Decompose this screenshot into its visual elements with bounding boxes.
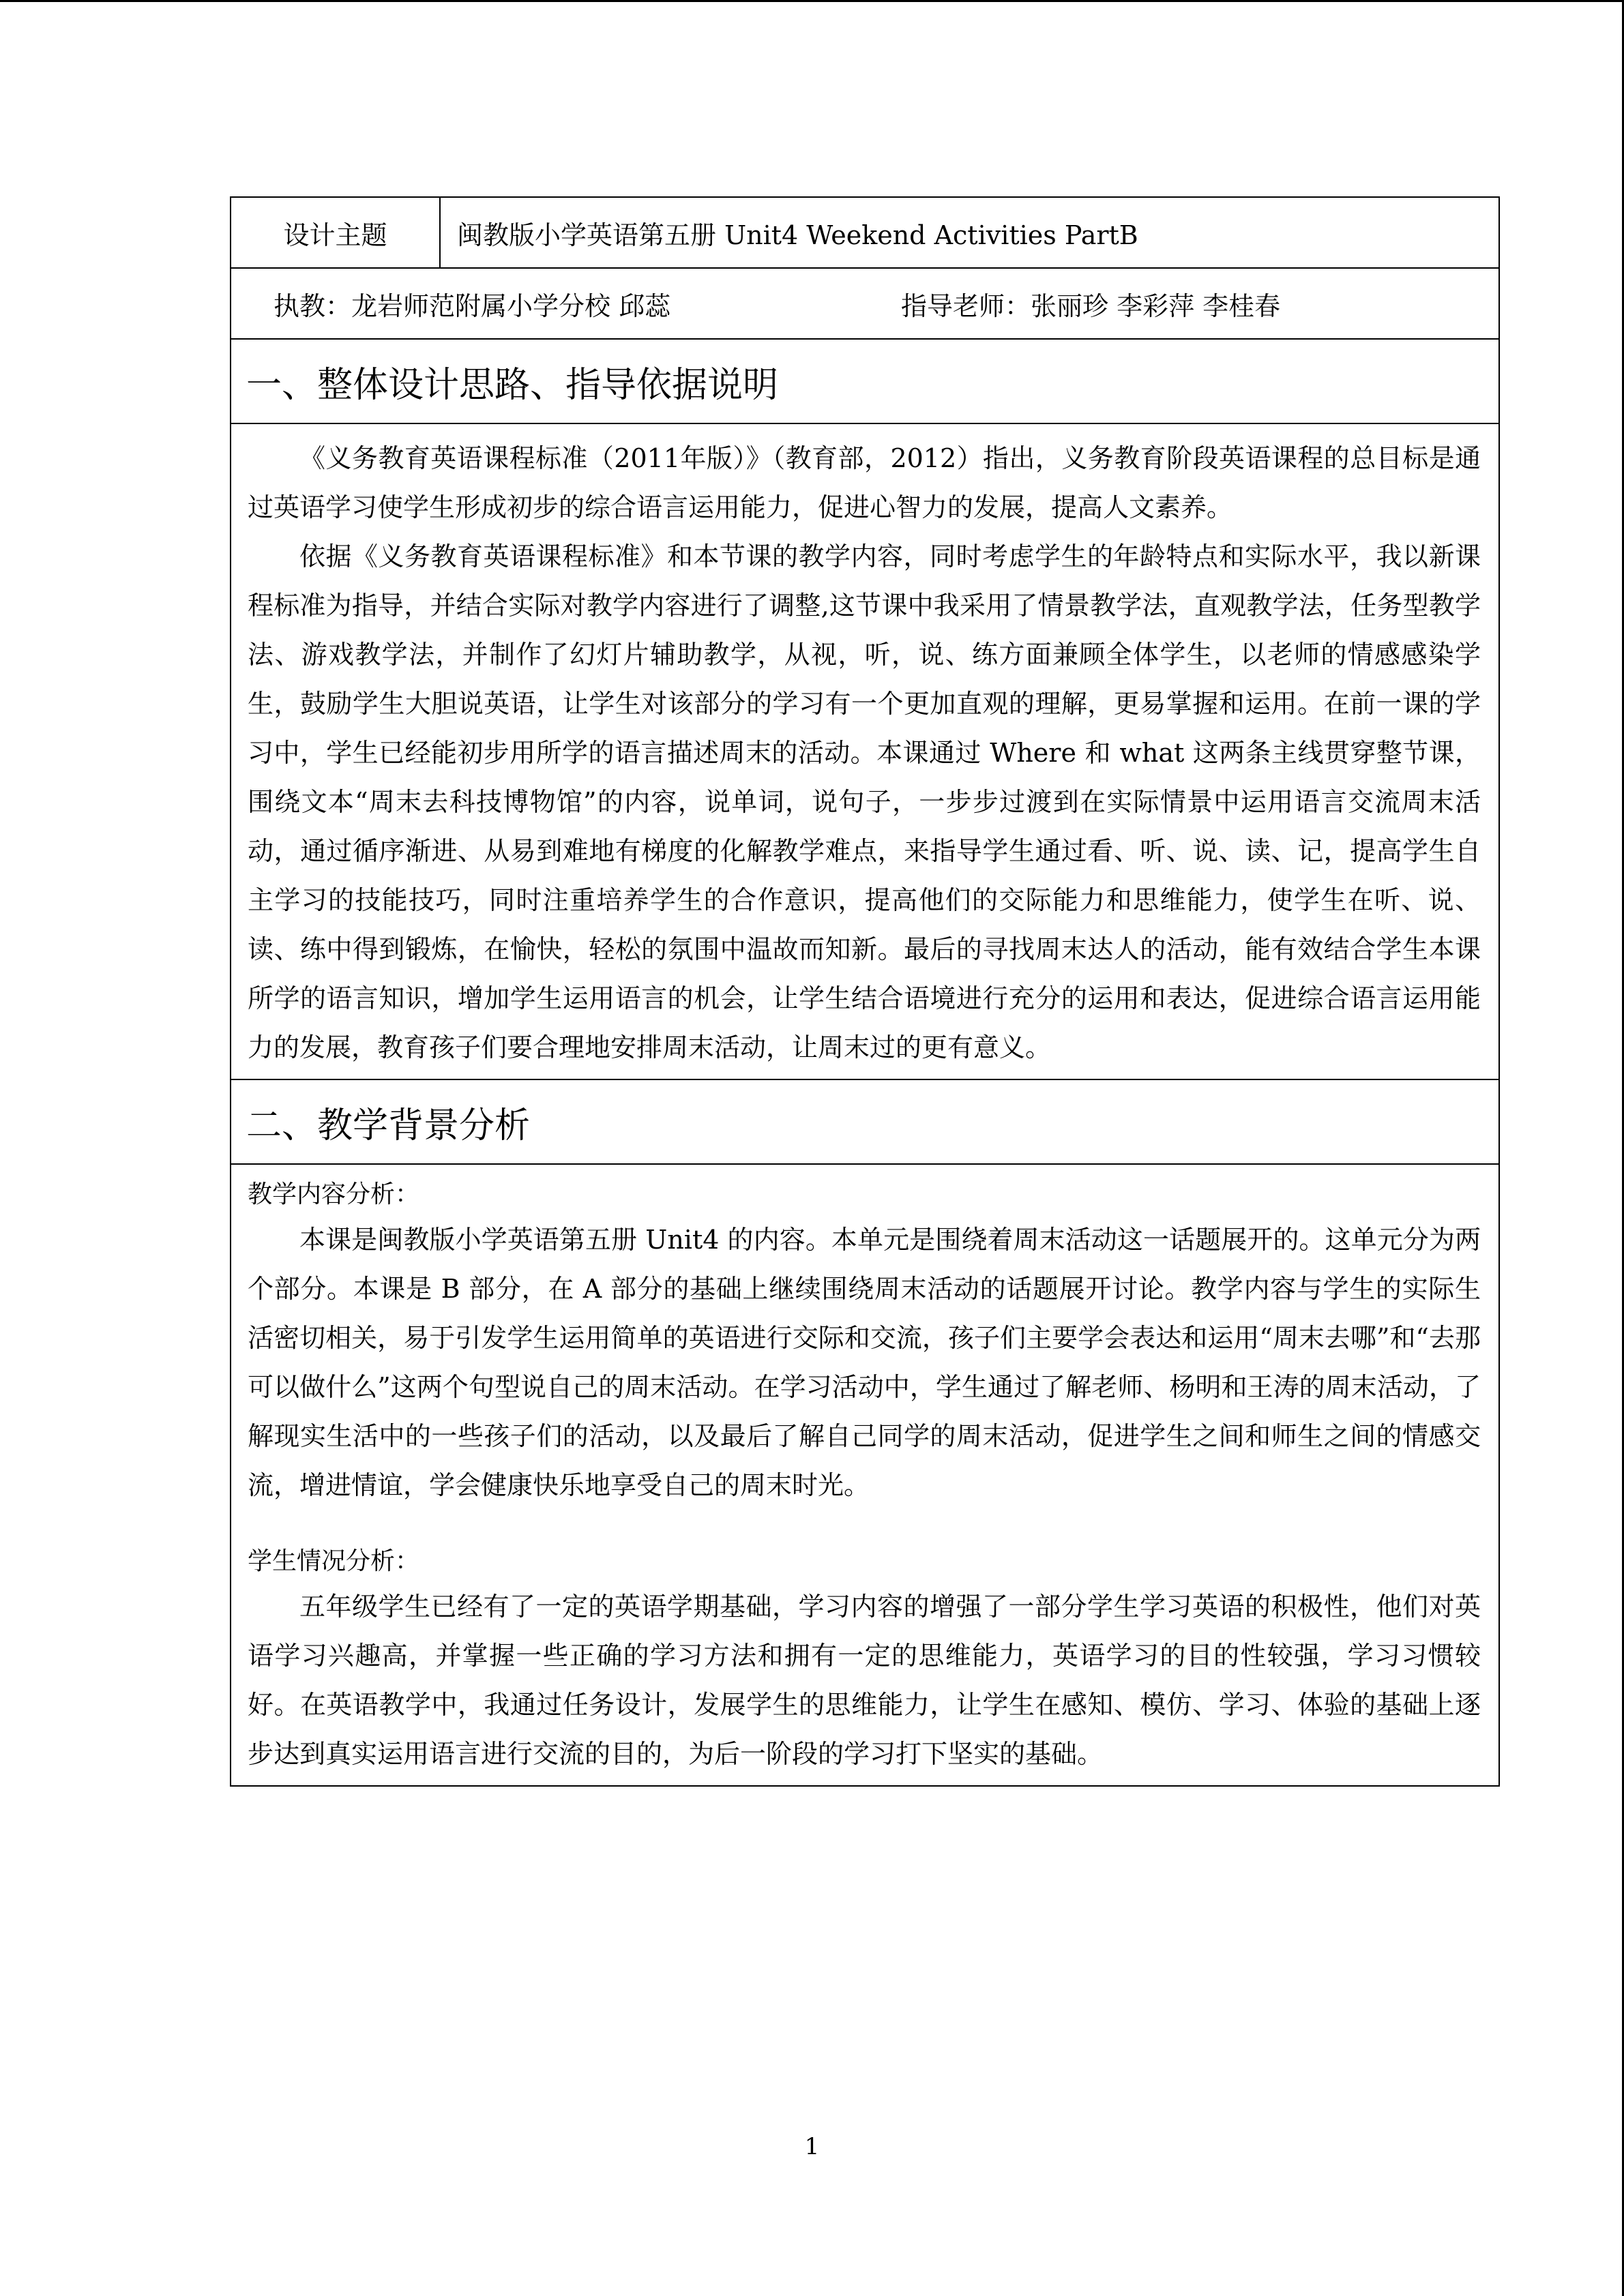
- student-analysis-heading: 学生情况分析：: [248, 1547, 420, 1575]
- content-analysis-text: 本课是闽教版小学英语第五册 Unit4 的内容。本单元是围绕着周末活动这一话题展开的。这单元分为两个部分。本课是 B 部分，在 A 部分的基础上继续围绕周末活动的话题展开讨论。教学内容与学生的实际生活密切相关，易于引发学生运用简单的英语进行交际和交流，孩子们主要学会表达和运用“周末去哪”和“去那可以做什么”这两个句型说自己的周末活动。在学习活动中，学生通过了解老师、杨明和王涛的周末活动，了解现实生活中的一些孩子们的活动，以及最后了解自己同学的周末活动，促进学生之间和师生之间的情感交流，增进情谊，学会健康快乐地享受自己的周末时光。: [248, 1225, 1481, 1500]
- top-border: [0, 0, 1624, 2]
- spacer: [248, 1510, 1481, 1541]
- section1-paragraph: 依据《义务教育英语课程标准》和本节课的教学内容，同时考虑学生的年龄特点和实际水平，我以新课程标准为指导，并结合实际对教学内容进行了调整,这节课中我采用了情景教学法，直观教学法，任务型教学法、游戏教学法，并制作了幻灯片辅助教学，从视，听，说、练方面兼顾全体学生，以老师的情感感染学生，鼓励学生大胆说英语，让学生对该部分的学习有一个更加直观的理解，更易掌握和运用。在前一课的学习中，学生已经能初步用所学的语言描述周末的活动。本课通过 Where 和 what 这两条主线贯穿整节课，围绕文本“周末去科技博物馆”的内容，说单词，说句子，一步步过渡到在实际情景中运用语言交流周末活动，通过循序渐进、从易到难地有梯度的化解教学难点，来指导学生通过看、听、说、读、记，提高学生自主学习的技能技巧，同时注重培养学生的合作意识，提高他们的交际能力和思维能力，使学生在听、说、读、练中得到锻炼，在愉快，轻松的氛围中温故而知新。最后的寻找周末达人的活动，能有效结合学生本课所学的语言知识，增加学生运用语言的机会，让学生结合语境进行充分的运用和表达，促进综合语言运用能力的发展，教育孩子们要合理地安排周末活动，让周末过的更有意义。: [248, 541, 1481, 1062]
- section2-body: [231, 1165, 1498, 1785]
- section1-body: [231, 424, 1498, 1080]
- advisor-info: 指导老师：张丽珍 李彩萍 李桂春: [901, 290, 1281, 321]
- section1-paragraph: 《义务教育英语课程标准（2011年版）》（教育部，2012）指出，义务教育阶段英语课程的总目标是通过英语学习使学生形成初步的综合语言运用能力，促进心智力的发展，提高人文素养。: [248, 443, 1481, 522]
- topic-value: 闽教版小学英语第五册 Unit4 Weekend Activities PartB: [457, 220, 1138, 250]
- lesson-plan-table: [230, 196, 1500, 1787]
- page-number: 1: [804, 2133, 820, 2160]
- teacher-row: [231, 269, 1498, 340]
- teacher-info: 执教：龙岩师范附属小学分校 邱蕊: [274, 290, 671, 321]
- section2-title: 二、教学背景分析: [231, 1080, 1498, 1165]
- student-analysis-text: 五年级学生已经有了一定的英语学期基础，学习内容的增强了一部分学生学习英语的积极性，他们对英语学习兴趣高，并掌握一些正确的学习方法和拥有一定的思维能力，英语学习的目的性较强，学习习惯较好。在英语教学中，我通过任务设计，发展学生的思维能力，让学生在感知、模仿、学习、体验的基础上逐步达到真实运用语言进行交流的目的，为后一阶段的学习打下坚实的基础。: [248, 1592, 1481, 1769]
- topic-label: 设计主题: [231, 198, 441, 267]
- topic-row: [231, 198, 1498, 269]
- section1-title: 一、整体设计思路、指导依据说明: [231, 340, 1498, 424]
- content-analysis-heading: 教学内容分析：: [248, 1180, 420, 1208]
